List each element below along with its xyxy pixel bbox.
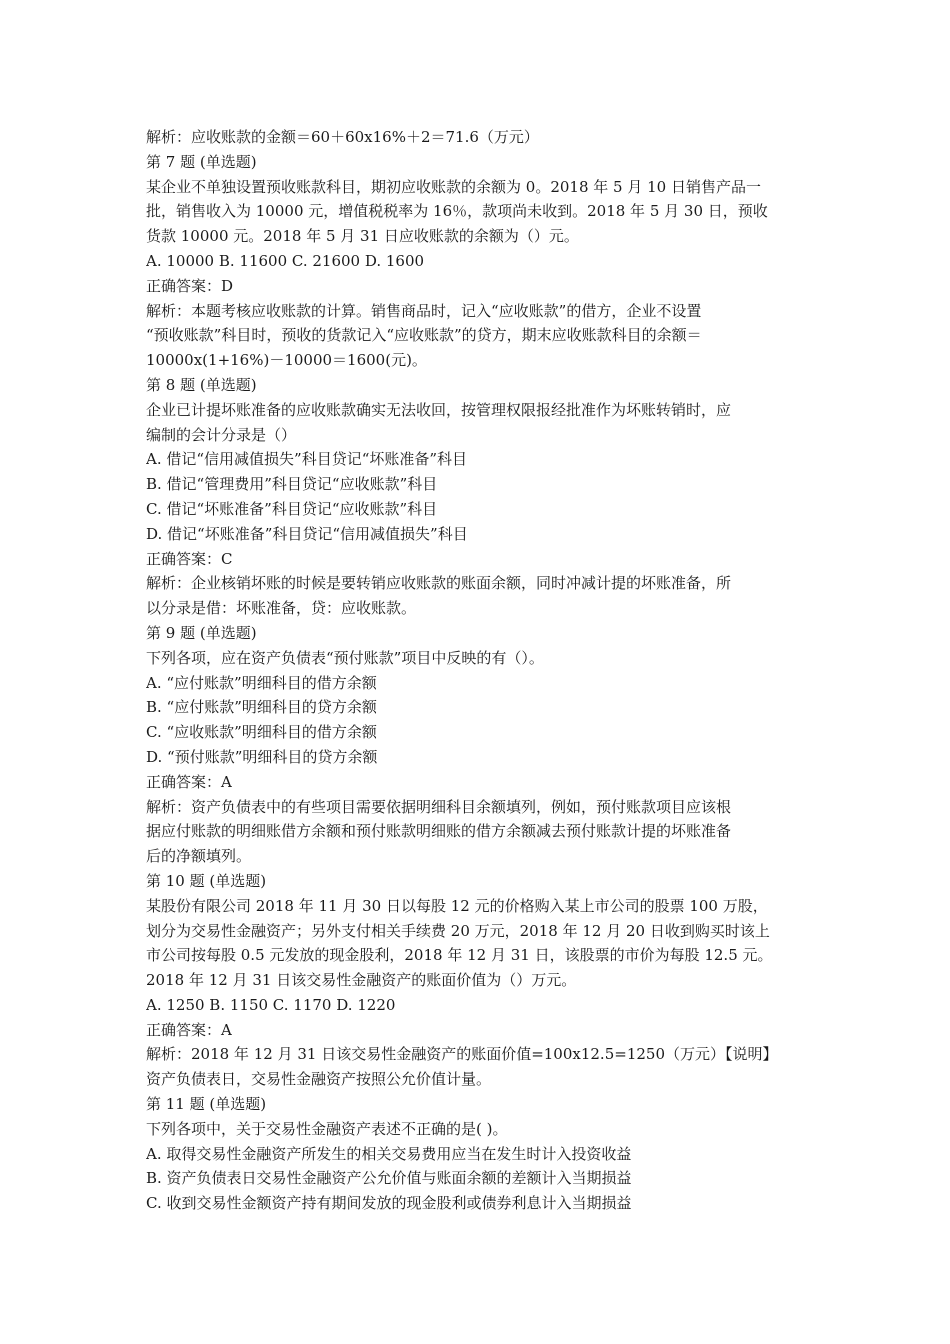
question-7-analysis-line-3: 10000x(1+16%)－10000＝1600(元)。 <box>146 351 427 370</box>
question-11-stem: 下列各项中，关于交易性金融资产表述不正确的是( )。 <box>146 1119 508 1138</box>
question-8-answer: 正确答案：C <box>146 549 233 568</box>
question-8-analysis-line-2: 以分录是借：坏账准备，贷：应收账款。 <box>146 599 417 618</box>
question-10-stem-line-2: 划分为交易性金融资产；另外支付相关手续费 20 万元，2018 年 12 月 20 日收到购买时该上 <box>146 921 770 940</box>
question-7-answer: 正确答案：D <box>146 276 234 295</box>
question-9-analysis-line-3: 后的净额填列。 <box>146 847 252 866</box>
question-10-header: 第 10 题 (单选题) <box>146 871 267 890</box>
analysis-q6: 解析：应收账款的金额＝60＋60x16%＋2＝71.6（万元） <box>146 128 539 146</box>
question-10-analysis-line-2: 资产负债表日，交易性金融资产按照公允价值计量。 <box>146 1070 492 1089</box>
question-11-header: 第 11 题 (单选题) <box>146 1095 267 1114</box>
question-7-stem-line-1: 某企业不单独设置预收账款科目，期初应收账款的余额为 0。2018 年 5 月 10 日销售产品一 <box>146 177 761 196</box>
question-11-option-b: B. 资产负债表日交易性金融资产公允价值与账面余额的差额计入当期损益 <box>146 1169 632 1188</box>
question-8-option-c: C. 借记“坏账准备”科目贷记“应收账款”科目 <box>146 499 438 518</box>
question-8-option-d: D. 借记“坏账准备”科目贷记“信用减值损失”科目 <box>146 524 468 543</box>
question-8-analysis-line-1: 解析：企业核销坏账的时候是要转销应收账款的账面余额，同时冲减计提的坏账准备，所 <box>146 574 732 593</box>
question-7-stem-line-3: 货款 10000 元。2018 年 5 月 31 日应收账款的余额为（）元。 <box>146 227 579 246</box>
question-7-stem-line-2: 批，销售收入为 10000 元，增值税税率为 16％，款项尚未收到。2018 年 5 月 30 日，预收 <box>146 202 768 221</box>
question-7-options: A. 10000 B. 11600 C. 21600 D. 1600 <box>146 251 425 270</box>
question-9-option-b: B. “应付账款”明细科目的贷方余额 <box>146 698 377 717</box>
question-8-option-b: B. 借记“管理费用”科目贷记“应收账款”科目 <box>146 475 438 494</box>
question-11-option-a: A. 取得交易性金融资产所发生的相关交易费用应当在发生时计入投资收益 <box>146 1144 632 1163</box>
question-9-stem: 下列各项，应在资产负债表“预付账款”项目中反映的有（）。 <box>146 648 544 667</box>
question-9-option-d: D. “预付账款”明细科目的贷方余额 <box>146 747 378 766</box>
question-9-analysis-line-1: 解析：资产负债表中的有些项目需要依据明细科目余额填列，例如，预付账款项目应该根 <box>146 797 732 816</box>
question-10-options: A. 1250 B. 1150 C. 1170 D. 1220 <box>146 995 396 1014</box>
question-11-option-c: C. 收到交易性金额资产持有期间发放的现金股利或债券利息计入当期损益 <box>146 1194 632 1213</box>
question-10-stem-line-4: 2018 年 12 月 31 日该交易性金融资产的账面价值为（）万元。 <box>146 971 577 990</box>
question-9-option-a: A. “应付账款”明细科目的借方余额 <box>146 673 377 692</box>
question-10-stem-line-1: 某股份有限公司 2018 年 11 月 30 日以每股 12 元的价格购入某上市公司的股票 100 万股， <box>146 896 768 915</box>
question-9-option-c: C. “应收账款”明细科目的借方余额 <box>146 723 377 742</box>
question-10-answer: 正确答案：A <box>146 1020 232 1039</box>
question-9-header: 第 9 题 (单选题) <box>146 623 257 642</box>
question-8-option-a: A. 借记“信用减值损失”科目贷记“坏账准备”科目 <box>146 450 468 469</box>
question-9-analysis-line-2: 据应付账款的明细账借方余额和预付账款明细账的借方余额减去预付账款计提的坏账准备 <box>146 822 732 841</box>
question-8-header: 第 8 题 (单选题) <box>146 375 257 394</box>
question-9-answer: 正确答案：A <box>146 772 232 791</box>
document-page <box>146 125 808 1216</box>
question-7-analysis-line-1: 解析：本题考核应收账款的计算。销售商品时，记入“应收账款”的借方，企业不设置 <box>146 301 702 320</box>
question-7-header: 第 7 题 (单选题) <box>146 152 257 171</box>
question-10-analysis-line-1: 解析：2018 年 12 月 31 日该交易性金融资产的账面价值=100x12.5=1250（万元）【说明】 <box>146 1045 778 1064</box>
question-8-stem-line-1: 企业已计提坏账准备的应收账款确实无法收回，按管理权限报经批准作为坏账转销时，应 <box>146 400 732 419</box>
question-7-analysis-line-2: “预收账款”科目时，预收的货款记入“应收账款”的贷方，期末应收账款科目的余额＝ <box>146 326 702 345</box>
question-8-stem-line-2: 编制的会计分录是（） <box>146 425 297 444</box>
question-10-stem-line-3: 市公司按每股 0.5 元发放的现金股利，2018 年 12 月 31 日，该股票的市价为每股 12.5 元。 <box>146 946 773 965</box>
